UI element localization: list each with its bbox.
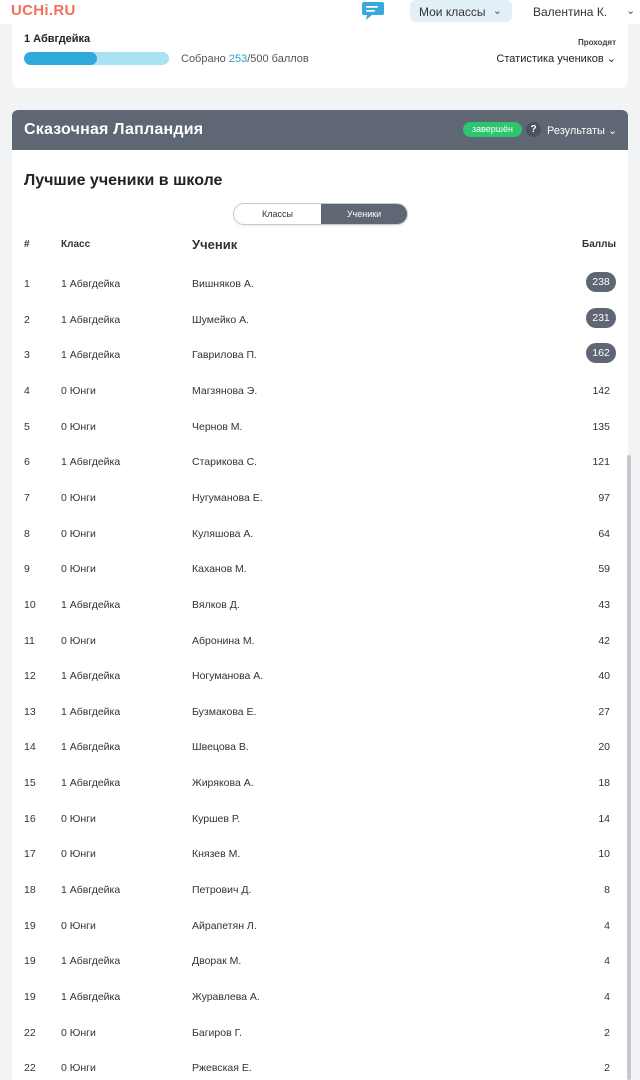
student-cell: Абронина М. (192, 634, 255, 647)
score-cell: 4 (604, 919, 610, 932)
table-row[interactable] (12, 812, 628, 847)
score-cell: 238 (586, 272, 616, 292)
score-cell: 27 (598, 705, 610, 718)
student-cell: Петрович Д. (192, 884, 252, 897)
site-logo[interactable]: UCHi.RU (11, 2, 76, 19)
rank-cell: 7 (24, 491, 30, 504)
class-cell: 1 Абвгдейка (61, 705, 121, 718)
score-cell: 135 (592, 420, 610, 433)
table-row[interactable] (12, 527, 628, 562)
table-row[interactable] (12, 598, 628, 633)
student-cell: Гаврилова П. (192, 349, 257, 362)
rank-cell: 1 (24, 278, 30, 290)
score-cell: 162 (586, 343, 616, 363)
chevron-down-icon[interactable]: ⌄ (626, 5, 636, 17)
column-header-class: Класс (61, 239, 91, 250)
rank-cell: 12 (24, 670, 36, 683)
table-row[interactable] (12, 776, 628, 811)
rank-cell: 9 (24, 563, 30, 576)
class-cell: 1 Абвгдейка (61, 598, 121, 611)
results-label: Результаты (547, 125, 605, 137)
table-row[interactable] (12, 384, 628, 419)
rank-cell: 6 (24, 456, 30, 469)
course-header (12, 110, 628, 150)
student-cell: Нугуманова Е. (192, 491, 263, 504)
score-cell: 2 (604, 1026, 610, 1039)
score-cell: 14 (598, 812, 610, 825)
student-cell: Багиров Г. (192, 1026, 242, 1039)
class-cell: 1 Абвгдейка (61, 456, 121, 469)
top-bar (0, 0, 640, 24)
course-card (12, 110, 628, 1080)
collected-value: 253 (228, 53, 248, 65)
student-cell: Бузмакова Е. (192, 705, 257, 718)
question-icon[interactable]: ? (526, 122, 541, 137)
rank-cell: 16 (24, 812, 36, 825)
class-cell: 1 Абвгдейка (61, 741, 121, 754)
table-row[interactable] (12, 348, 628, 383)
section-title: Лучшие ученики в школе (24, 172, 223, 189)
chat-bubble-icon[interactable] (361, 0, 385, 22)
table-row[interactable] (12, 491, 628, 526)
student-cell: Дворак М. (192, 955, 242, 968)
collected-points (181, 53, 309, 65)
class-cell: 0 Юнги (61, 919, 96, 932)
student-cell: Магзянова Э. (192, 384, 258, 397)
toggle-students[interactable]: Ученики (321, 204, 407, 224)
class-cell: 1 Абвгдейка (61, 278, 121, 290)
toggle-classes[interactable]: Классы (262, 209, 293, 219)
student-cell: Вишняков А. (192, 278, 254, 290)
score-cell: 10 (598, 848, 610, 861)
class-cell: 0 Юнги (61, 812, 96, 825)
column-header-num: # (24, 239, 30, 250)
class-cell: 1 Абвгдейка (61, 670, 121, 683)
rank-cell: 15 (24, 777, 36, 790)
table-row[interactable] (12, 1026, 628, 1061)
student-cell: Жирякова А. (192, 777, 254, 790)
score-cell: 8 (604, 884, 610, 897)
class-cell: 0 Юнги (61, 384, 96, 397)
chevron-down-icon: ⌄ (608, 125, 618, 137)
rank-cell: 2 (24, 313, 30, 326)
table-row[interactable] (12, 455, 628, 490)
rank-cell: 18 (24, 884, 36, 897)
student-cell: Журавлева А. (192, 991, 260, 1003)
rank-cell: 19 (24, 991, 36, 1003)
table-row[interactable] (12, 420, 628, 455)
collected-prefix: Собрано (181, 53, 229, 65)
class-cell: 0 Юнги (61, 420, 96, 433)
rank-cell: 19 (24, 955, 36, 968)
class-cell: 0 Юнги (61, 848, 96, 861)
results-dropdown[interactable] (547, 124, 617, 137)
class-cell: 0 Юнги (61, 1062, 96, 1075)
student-cell: Куршев Р. (192, 812, 240, 825)
course-title: Сказочная Лапландия (24, 121, 204, 138)
scrollbar[interactable] (627, 455, 631, 1080)
student-stats-dropdown[interactable] (496, 52, 616, 65)
rank-cell: 8 (24, 527, 30, 540)
class-cell: 1 Абвгдейка (61, 313, 121, 326)
table-row[interactable] (12, 954, 628, 989)
class-cell: 1 Абвгдейка (61, 991, 121, 1003)
chevron-down-icon: ⌄ (492, 5, 502, 17)
score-cell: 4 (604, 991, 610, 1003)
class-cell: 1 Абвгдейка (61, 777, 121, 790)
score-cell: 121 (592, 456, 610, 469)
rank-cell: 19 (24, 919, 36, 932)
score-cell: 18 (598, 777, 610, 790)
table-row[interactable] (12, 669, 628, 704)
student-cell: Куляшова А. (192, 527, 254, 540)
rank-cell: 13 (24, 705, 36, 718)
rank-cell: 3 (24, 349, 30, 362)
table-row[interactable] (12, 313, 628, 348)
class-cell: 0 Юнги (61, 563, 96, 576)
column-header-score: Баллы (582, 239, 616, 250)
class-cell: 0 Юнги (61, 634, 96, 647)
score-cell: 59 (598, 563, 610, 576)
score-cell: 2 (604, 1062, 610, 1075)
my-classes-dropdown[interactable] (410, 0, 512, 22)
rank-cell: 22 (24, 1026, 36, 1039)
score-cell: 42 (598, 634, 610, 647)
student-cell: Старикова С. (192, 456, 258, 469)
status-badge: завершён (463, 122, 522, 137)
column-header-student: Ученик (192, 237, 238, 252)
table-row[interactable] (12, 847, 628, 882)
student-cell: Ногуманова А. (192, 670, 264, 683)
table-row[interactable] (12, 705, 628, 740)
student-cell: Шумейко А. (192, 313, 250, 326)
student-stats-label: Статистика учеников (496, 53, 604, 65)
my-classes-label: Мои классы (419, 5, 486, 19)
student-cell: Ржевская Е. (192, 1062, 252, 1075)
table-row[interactable] (12, 919, 628, 954)
class-cell: 1 Абвгдейка (61, 955, 121, 968)
student-cell: Вялков Д. (192, 598, 240, 611)
table-row[interactable] (12, 990, 628, 1025)
table-row[interactable] (12, 1061, 628, 1080)
table-row[interactable] (12, 883, 628, 918)
student-cell: Швецова В. (192, 741, 249, 754)
score-cell: 20 (598, 741, 610, 754)
progress-bar-fill (24, 52, 97, 65)
rank-cell: 10 (24, 598, 36, 611)
progress-bar (24, 52, 169, 65)
score-cell: 231 (586, 308, 616, 328)
score-cell: 97 (598, 491, 610, 504)
student-cell: Князев М. (192, 848, 241, 861)
rank-cell: 14 (24, 741, 36, 754)
class-cell: 0 Юнги (61, 1026, 96, 1039)
chevron-down-icon: ⌄ (606, 53, 616, 65)
table-row[interactable] (12, 634, 628, 669)
score-cell: 40 (598, 670, 610, 683)
table-row[interactable] (12, 740, 628, 775)
score-cell: 4 (604, 955, 610, 968)
score-cell: 43 (598, 598, 610, 611)
class-cell: 1 Абвгдейка (61, 884, 121, 897)
rank-cell: 11 (24, 634, 35, 647)
class-cell: 1 Абвгдейка (61, 349, 121, 362)
passing-label: Проходят (577, 38, 616, 47)
class-cell: 0 Юнги (61, 491, 96, 504)
score-cell: 64 (598, 527, 610, 540)
class-progress-card (12, 24, 628, 88)
rank-cell: 22 (24, 1062, 36, 1075)
collected-suffix: /500 баллов (247, 53, 309, 65)
rank-cell: 5 (24, 420, 30, 433)
score-cell: 142 (592, 384, 610, 397)
user-menu[interactable]: Валентина К. (533, 5, 608, 19)
rank-cell: 17 (24, 848, 36, 861)
student-cell: Каханов М. (192, 563, 247, 576)
class-cell: 0 Юнги (61, 527, 96, 540)
student-cell: Айрапетян Л. (192, 919, 257, 932)
table-row[interactable] (12, 562, 628, 597)
student-cell: Чернов М. (192, 420, 243, 433)
view-toggle (233, 203, 408, 225)
table-row[interactable] (12, 277, 628, 312)
rank-cell: 4 (24, 384, 30, 397)
class-name: 1 Абвгдейка (24, 33, 91, 45)
